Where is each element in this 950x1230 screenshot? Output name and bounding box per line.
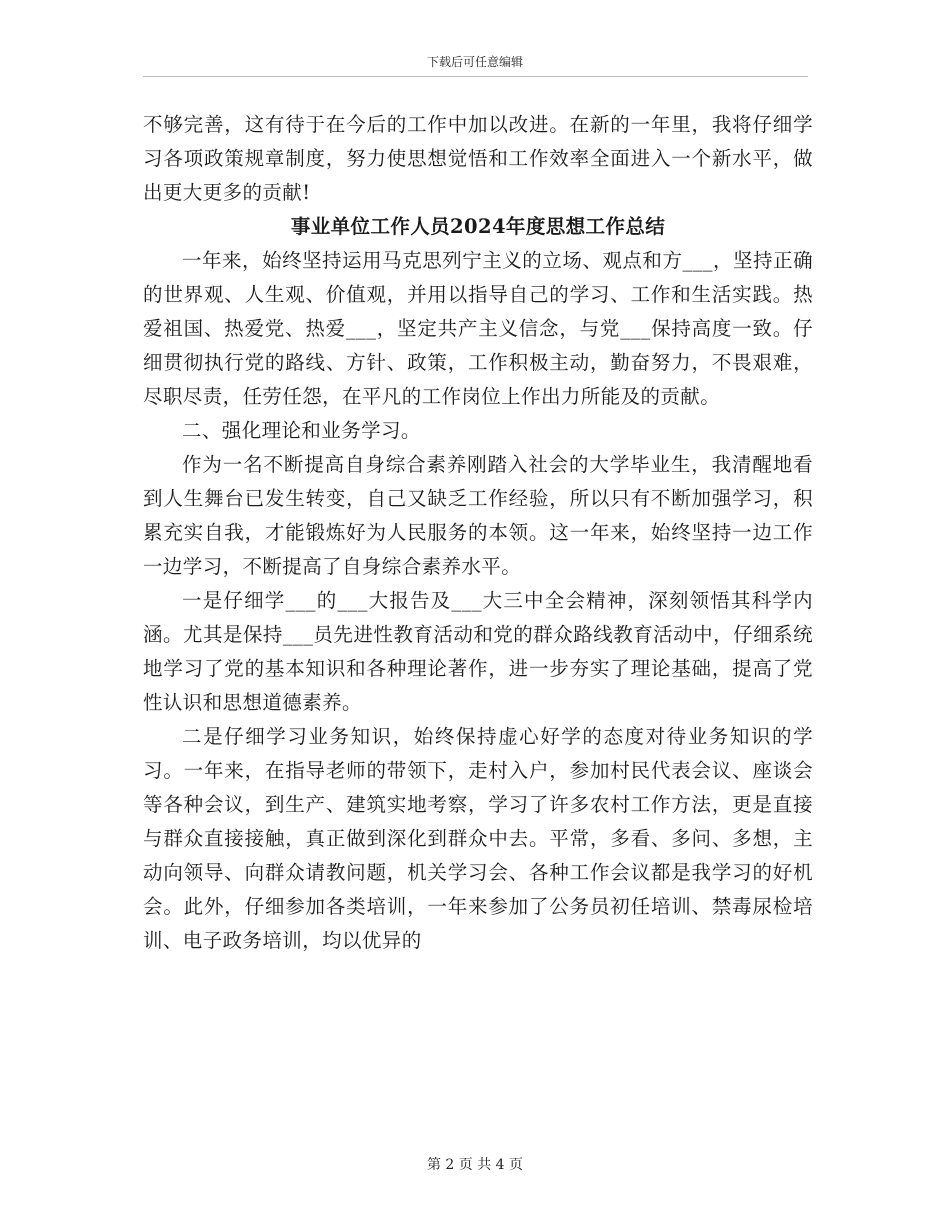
section-heading-2: 二、强化理论和业务学习。 [182,419,421,442]
document-body [143,108,813,958]
paragraph-3: 一是仔细学___的___大报告及___大三中全会精神，深刻领悟其科学内涵。尤其是保持___员先进性教育活动和党的群众路线教育活动中，仔细系统地学习了党的基本知识和各种理论著作，进一步夯实了理论基础，提高了党性认识和思想道德素养。 [143,589,813,714]
section-title: 事业单位工作人员2024年度思想工作总结 [290,215,666,238]
paragraph-2: 作为一名不断提高自身综合素养刚踏入社会的大学毕业生，我清醒地看到人生舞台已发生转变，自己又缺乏工作经验，所以只有不断加强学习，积累充实自我，才能锻炼好为人民服务的本领。这一年来，始终坚持一边工作一边学习，不断提高了自身综合素养水平。 [143,453,813,578]
paragraph-4: 二是仔细学习业务知识，始终保持虚心好学的态度对待业务知识的学习。一年来，在指导老师的带领下，走村入户，参加村民代表会议、座谈会等各种会议，到生产、建筑实地考察，学习了许多农村工作方法，更是直接与群众直接接触，真正做到深化到群众中去。平常，多看、多问、多想，主动向领导、向群众请教问题，机关学习会、各种工作会议都是我学习的好机会。此外，仔细参加各类培训，一年来参加了公务员初任培训、禁毒尿检培训、电子政务培训，均以优异的 [143,725,813,952]
header-divider [143,76,808,77]
page-header: 下载后可任意编辑 [426,55,523,69]
paragraph-1: 一年来，始终坚持运用马克思列宁主义的立场、观点和方___，坚持正确的世界观、人生观、价值观，并用以指导自己的学习、工作和生活实践。热爱祖国、热爱党、热爱___，坚定共产主义信念，与党___保持高度一致。仔细贯彻执行党的路线、方针、政策，工作积极主动，勤奋努力，不畏艰难，尽职尽责，任劳任怨，在平凡的工作岗位上作出力所能及的贡献。 [143,249,813,408]
page-number: 第 2 页 共 4 页 [426,1157,524,1173]
intro-paragraph: 不够完善，这有待于在今后的工作中加以改进。在新的一年里，我将仔细学习各项政策规章制度，努力使思想觉悟和工作效率全面进入一个新水平，做出更大更多的贡献! [143,113,813,204]
